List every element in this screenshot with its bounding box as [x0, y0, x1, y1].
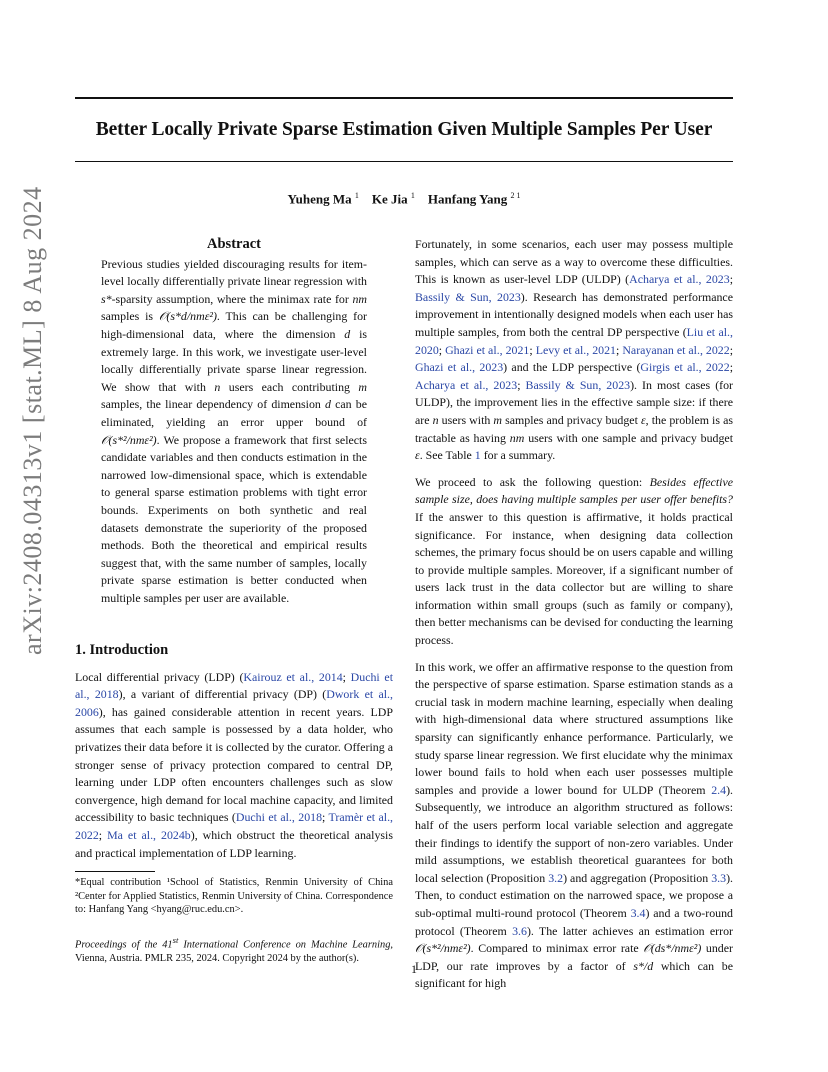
citation-link[interactable]: Duchi et al., 2018: [235, 810, 323, 825]
citation-link[interactable]: Ghazi et al., 2021: [445, 342, 530, 357]
abstract-heading: Abstract: [207, 236, 261, 252]
paragraph: We proceed to ask the following question: Besides effective sample size, does having multiple samples per user offer benefits? If the answer to this question is affirmative, it holds practical significance. For instance, when designing data collection schemes, the primary focus should be on users capable and willing to provide multiple samples. Moreover, if a significant number of users lack trust in the data collector but are willing to share information within small groups (such as family or company), then better mechanisms can be devised for conducting the learning process.: [415, 474, 733, 648]
citation-link[interactable]: Dwork et al., 2006: [75, 687, 393, 719]
citation-link[interactable]: Ma et al., 2024b: [107, 827, 191, 842]
author-name: Hanfang Yang: [427, 191, 508, 207]
author-name: Ke Jia: [371, 191, 408, 207]
proceedings-footnote: Proceedings of the 41st International Conference on Machine Learning, Vienna, Austria. PMLR 235, 2024. Copyright 2024 by the author(s).: [75, 934, 393, 964]
abstract-body: Previous studies yielded discouraging results for item-level locally differentially private linear regression with s*-sparsity assumption, where the minimax rate for nm samples is 𝒪(s*d/nmε²). This can be challenging for high-dimensional data, where the dimension d is extremely large. In this work, we investigate user-level locally differentially private sparse linear regression. We show that with n users each contributing m samples, the linear dependency of dimension d can be eliminated, yielding an error upper bound of 𝒪(s*²/nmε²). We propose a framework that first selects candidate variables and then conducts estimation in the narrowed low-dimensional space, which is extendable to general sparse estimation problems with tight error bounds. Experiments on both synthetic and real datasets demonstrate the superiority of the proposed methods. Both the theoretical and empirical results suggest that, with the same number of samples, locally private sparse estimation is better conducted when multiple samples per user are available.: [101, 256, 368, 605]
author-affiliation: 2 1: [510, 191, 521, 200]
arxiv-identifier-stamp: arXiv:2408.04313v1 [stat.ML] 8 Aug 2024: [18, 186, 47, 655]
author-affiliation: 1: [410, 191, 415, 200]
citation-link[interactable]: Levy et al., 2021: [535, 342, 617, 357]
citation-link[interactable]: Tramèr et al., 2022: [75, 810, 394, 842]
citation-link[interactable]: Bassily & Sun, 2023: [415, 289, 521, 304]
theorem-ref-link[interactable]: 2.4: [711, 782, 727, 797]
citation-link[interactable]: Acharya et al., 2023: [629, 272, 730, 287]
introduction-section: [75, 642, 393, 862]
abstract-section: [101, 236, 367, 607]
citation-link[interactable]: Bassily & Sun, 2023: [525, 377, 631, 392]
citation-link[interactable]: Duchi et al., 2018: [75, 669, 393, 702]
proposition-ref-link[interactable]: 3.2: [548, 870, 564, 885]
right-column: [415, 236, 733, 1002]
section-heading: 1. Introduction: [75, 642, 169, 658]
footnote-rule: [75, 871, 155, 872]
citation-link[interactable]: Ghazi et al., 2023: [415, 360, 504, 375]
table-ref-link[interactable]: 1: [474, 448, 481, 463]
paper-title: Better Locally Private Sparse Estimation Given Multiple Samples Per User: [95, 119, 713, 140]
citation-link[interactable]: Girgis et al., 2022: [640, 360, 730, 375]
citation-link[interactable]: Acharya et al., 2023: [415, 377, 518, 392]
author-name: Yuheng Ma: [287, 191, 352, 207]
paragraph: Fortunately, in some scenarios, each user may possess multiple samples, which can serve as a way to overcome these difficulties. This is known as user-level LDP (ULDP) (Acharya et al., 2023; Bassily & Sun, 2023). Research has demonstrated performance improvement in intentionally designed models when each user has multiple samples, from both the central DP perspective (Liu et al., 2020; Ghazi et al., 2021; Levy et al., 2021; Narayanan et al., 2022; Ghazi et al., 2023) and the LDP perspective (Girgis et al., 2022; Acharya et al., 2023; Bassily & Sun, 2023). In most cases (for ULDP), the improvement lies in the effective sample size: if there are n users with m samples and privacy budget ε, the problem is as tractable as having nm users with one sample and privacy budget ε. See Table 1 for a summary.: [415, 237, 734, 463]
title-rule-bottom: [75, 161, 733, 162]
citation-link[interactable]: Kairouz et al., 2014: [243, 669, 343, 684]
affiliation-footnote: *Equal contribution ¹School of Statistics, Renmin University of China ²Center for Applied Statistics, Renmin University of China. Correspondence to: Hanfang Yang <hyang@ruc.edu.cn>.: [75, 877, 393, 916]
page-number: 1: [411, 962, 417, 976]
author-list: [75, 191, 733, 207]
citation-link[interactable]: Narayanan et al., 2022: [622, 342, 730, 357]
proposition-ref-link[interactable]: 3.3: [711, 870, 727, 885]
citation-link[interactable]: Liu et al., 2020: [415, 324, 733, 357]
theorem-ref-link[interactable]: 3.4: [630, 905, 646, 920]
title-rule-top: [75, 97, 733, 99]
introduction-paragraph: Local differential privacy (LDP) (Kairouz et al., 2014; Duchi et al., 2018), a variant of differential privacy (DP) (Dwork et al., 2006), has gained considerable attention in recent years. LDP assumes that each sample is possessed by a data holder, who privatizes their data before it is collected by the curator. Offering a stronger sense of privacy protection compared to central DP, learning under LDP often encounters challenges such as slow convergence, high demand for local machine capacity, and limited accessibility to basic techniques (Duchi et al., 2018; Tramèr et al., 2022; Ma et al., 2024b), which obstruct the theoretical analysis and practical implementation of LDP learning.: [75, 669, 394, 860]
theorem-ref-link[interactable]: 3.6: [512, 923, 527, 938]
paragraph: In this work, we offer an affirmative response to the question from the perspective of sparse estimation. Sparse estimation stands as a crucial task in modern machine learning, especially when dealing with high-dimensional data where structured assumptions like sparsity can significantly enhance performance. Particularly, we study sparse linear regression. We first elucidate why the minimax lower bound fails to hold when each user possesses multiple samples and provide a lower bound for ULDP (Theorem 2.4). Subsequently, we introduce an algorithm structured as follows: half of the users perform local variable selection and aggregate their findings to identify the support of non-zero variables. Under mild assumptions, we establish theoretical guarantees for both local selection (Proposition 3.2) and aggregation (Proposition 3.3). Then, to conduct estimation on the narrowed space, we propose a sub-optimal multi-round protocol (Theorem 3.4) and a two-round protocol (Theorem 3.6). The latter achieves an estimation error 𝒪(s*²/nmε²). Compared to minimax error rate 𝒪(ds*/nmε²) under LDP, our rate improves by a factor of s*/d which can be significant for high: [415, 659, 734, 991]
author-affiliation: 1: [354, 191, 359, 200]
